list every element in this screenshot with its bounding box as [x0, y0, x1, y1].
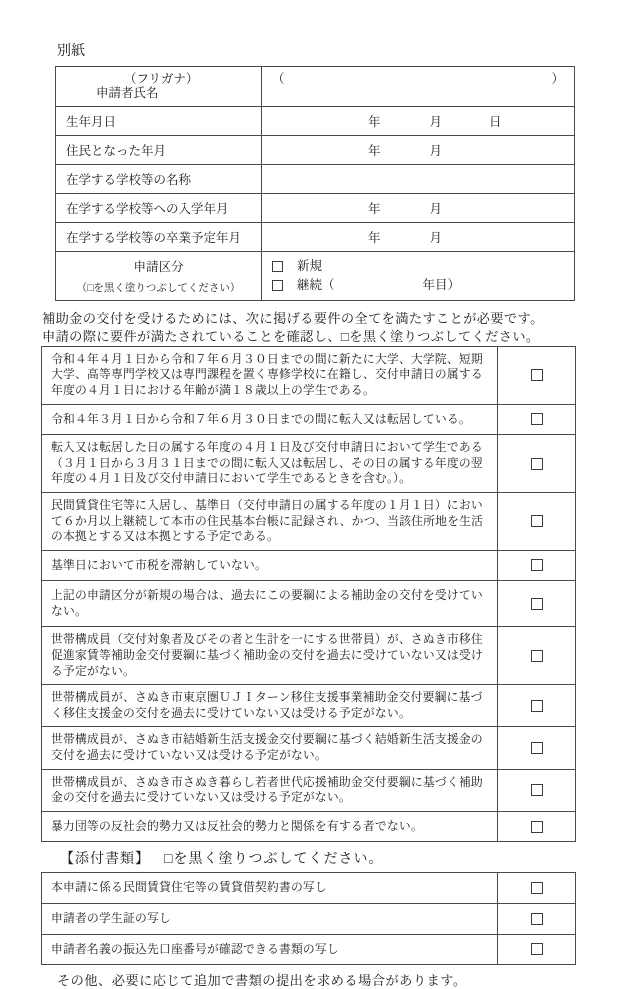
- requirement-row-2: [42, 404, 575, 435]
- school-name-row: [56, 164, 574, 193]
- requirement-checkbox[interactable]: [531, 650, 543, 662]
- requirement-row-3: [42, 434, 575, 492]
- requirement-row-8: [42, 684, 575, 726]
- attachment-text: 申請者名義の振込先口座番号が確認できる書類の写し: [51, 941, 339, 956]
- requirement-text: 世帯構成員（交付対象者及びその者と生計を一にする世帯員）が、さぬき市移住促進家賃等補助金交付要綱に基づく補助金の交付を過去に受けていない又は受ける予定がない。: [51, 632, 483, 678]
- checkbox-cell: [497, 935, 575, 965]
- requirement-row-9: [42, 726, 575, 768]
- requirement-checkbox[interactable]: [531, 742, 543, 754]
- checkbox-cell: [497, 405, 575, 435]
- paren-open: （: [272, 72, 285, 86]
- continue-label-prefix: 継続（: [297, 278, 335, 292]
- month-unit: 月: [429, 143, 443, 158]
- requirement-text: 令和４年４月１日から令和７年６月３０日までの間に新たに大学、大学院、短期大学、高等専門学校又は専門課程を置く専修学校に在籍し、交付申請日の属する年度の４月１日における年齢が満１８歳以上の学生である。: [51, 351, 483, 397]
- requirement-text: 上記の申請区分が新規の場合は、過去にこの要綱による補助金の交付を受けていない。: [51, 588, 483, 618]
- requirement-checkbox[interactable]: [531, 369, 543, 381]
- option-continue: [272, 276, 564, 295]
- checkbox-cell: [497, 873, 575, 903]
- intro-line-1: 補助金の交付を受けるためには、次に掲げる要件の全てを満たすことが必要です。: [42, 310, 544, 326]
- paren-close: ）: [551, 72, 564, 86]
- new-checkbox[interactable]: [272, 261, 283, 272]
- application-category-label: 申請区分: [133, 259, 184, 274]
- birthdate-label: 生年月日: [66, 114, 117, 129]
- attachments-table: [41, 872, 576, 965]
- month-unit: 月: [429, 230, 443, 245]
- application-category-label-cell: [56, 252, 261, 300]
- checkbox-cell: [497, 347, 575, 404]
- residency-date-row: [56, 135, 574, 164]
- attachment-checkbox[interactable]: [531, 943, 543, 955]
- attachment-row-2: [42, 903, 575, 934]
- month-unit: 月: [429, 201, 443, 216]
- requirement-row-5: [42, 550, 575, 581]
- applicant-info-table: [55, 66, 575, 301]
- attachment-text: 本申請に係る民間賃貸住宅等の賃貸借契約書の写し: [51, 880, 327, 895]
- checkbox-cell: [497, 904, 575, 934]
- graduation-date-field[interactable]: [261, 223, 574, 251]
- birthdate-field[interactable]: [261, 107, 574, 135]
- footer-note: その他、必要に応じて追加で書類の提出を求める場合があります。: [57, 973, 467, 989]
- continue-checkbox[interactable]: [272, 280, 283, 291]
- attachments-heading-note: □を黒く塗りつぶしてください。: [164, 852, 384, 868]
- year-unit: 年: [368, 201, 381, 216]
- attachment-row-3: [42, 934, 575, 965]
- requirement-checkbox[interactable]: [531, 598, 543, 610]
- requirement-text: 世帯構成員が、さぬき市さぬき暮らし若者世代応援補助金交付要綱に基づく補助金の交付を過去に受けていない又は受ける予定がない。: [51, 774, 483, 805]
- checkbox-cell: [497, 727, 575, 768]
- year-unit: 年: [368, 143, 381, 158]
- requirement-row-1: [42, 347, 575, 404]
- requirement-text: 民間賃貸住宅等に入居し、基準日（交付申請日の属する年度の１月１日）において６か月以上継続して本市の住民基本台帳に記録され、かつ、当該住所地を生活の本拠とする又は本拠とする予定である。: [51, 497, 484, 544]
- attachment-checkbox[interactable]: [531, 882, 543, 894]
- attachments-heading-bracket: 【添付書類】: [60, 852, 150, 868]
- application-category-options: [261, 252, 574, 300]
- continue-label-suffix: 年目）: [422, 278, 461, 292]
- month-unit: 月: [429, 114, 443, 129]
- requirement-row-11: [42, 811, 575, 842]
- enrollment-date-label: 在学する学校等への入学年月: [66, 201, 229, 216]
- requirement-text: 暴力団等の反社会的勢力又は反社会的勢力と関係を有する者でない。: [51, 818, 423, 833]
- requirement-row-4: [42, 492, 575, 550]
- requirement-text: 世帯構成員が、さぬき市結婚新生活支援金交付要綱に基づく結婚新生活支援金の交付を過去に受けていない又は受ける予定がない。: [51, 732, 483, 763]
- requirements-intro: [42, 310, 588, 346]
- requirement-text: 令和４年３月１日から令和７年６月３０日までの間に転入又は転居している。: [51, 411, 471, 426]
- checkbox-cell: [497, 435, 575, 492]
- new-label: 新規: [297, 259, 323, 273]
- furigana-label: （フリガナ）: [124, 72, 199, 86]
- application-category-row: [56, 251, 574, 300]
- requirement-text: 世帯構成員が、さぬき市東京圏ＵＪＩターン移住支援事業補助金交付要綱に基づく移住支援金の交付を過去に受けていない又は受ける予定がない。: [51, 690, 483, 720]
- year-unit: 年: [368, 114, 381, 129]
- furigana-entry-line: [272, 72, 564, 86]
- requirements-table: [41, 346, 576, 843]
- residency-date-field[interactable]: [261, 136, 574, 164]
- checkbox-cell: [497, 812, 575, 842]
- attachment-checkbox[interactable]: [531, 913, 543, 925]
- requirement-row-7: [42, 626, 575, 684]
- checkbox-cell: [497, 685, 575, 726]
- requirement-checkbox[interactable]: [531, 515, 543, 527]
- birthdate-row: [56, 106, 574, 135]
- intro-line-2: 申請の際に要件が満たされていることを確認し、□を黒く塗りつぶしてください。: [42, 328, 540, 344]
- residency-date-label: 住民となった年月: [66, 143, 167, 158]
- day-unit: 日: [489, 114, 502, 129]
- checkbox-cell: [497, 770, 575, 811]
- application-category-instruction: （□を黒く塗りつぶしてください）: [76, 282, 241, 294]
- year-unit: 年: [368, 230, 381, 245]
- requirement-row-10: [42, 769, 575, 811]
- checkbox-cell: [497, 581, 575, 626]
- enrollment-date-field[interactable]: [261, 194, 574, 222]
- graduation-date-label: 在学する学校等の卒業予定年月: [66, 230, 242, 245]
- applicant-name-label: 申請者氏名: [96, 86, 159, 101]
- option-new: [272, 257, 564, 276]
- applicant-name-row: [56, 67, 574, 106]
- requirement-checkbox[interactable]: [531, 821, 543, 833]
- attachment-text: 申請者の学生証の写し: [51, 911, 171, 925]
- document-tag: 別紙: [57, 44, 85, 59]
- checkbox-cell: [497, 493, 575, 550]
- checkbox-cell: [497, 551, 575, 581]
- enrollment-date-row: [56, 193, 574, 222]
- requirement-text: 基準日において市税を滞納していない。: [51, 557, 267, 572]
- school-name-field[interactable]: [261, 165, 574, 193]
- graduation-date-row: [56, 222, 574, 251]
- requirement-checkbox[interactable]: [531, 700, 543, 712]
- requirement-checkbox[interactable]: [531, 559, 543, 571]
- checkbox-cell: [497, 627, 575, 684]
- requirement-checkbox[interactable]: [531, 458, 543, 470]
- requirement-checkbox[interactable]: [531, 413, 543, 425]
- attachment-row-1: [42, 873, 575, 903]
- applicant-name-label-cell: [56, 67, 261, 106]
- requirement-text: 転入又は転居した日の属する年度の４月１日及び交付申請日において学生である（３月１日から３月３１日までの間に転入又は転居し、その日の属する年度の翌年度の４月１日及び交付申請日において学生であるときを含む。）。: [51, 440, 483, 486]
- attachments-heading: [60, 848, 630, 868]
- applicant-name-field[interactable]: [261, 67, 574, 106]
- requirement-row-6: [42, 580, 575, 626]
- requirement-checkbox[interactable]: [531, 784, 543, 796]
- school-name-label: 在学する学校等の名称: [66, 172, 192, 187]
